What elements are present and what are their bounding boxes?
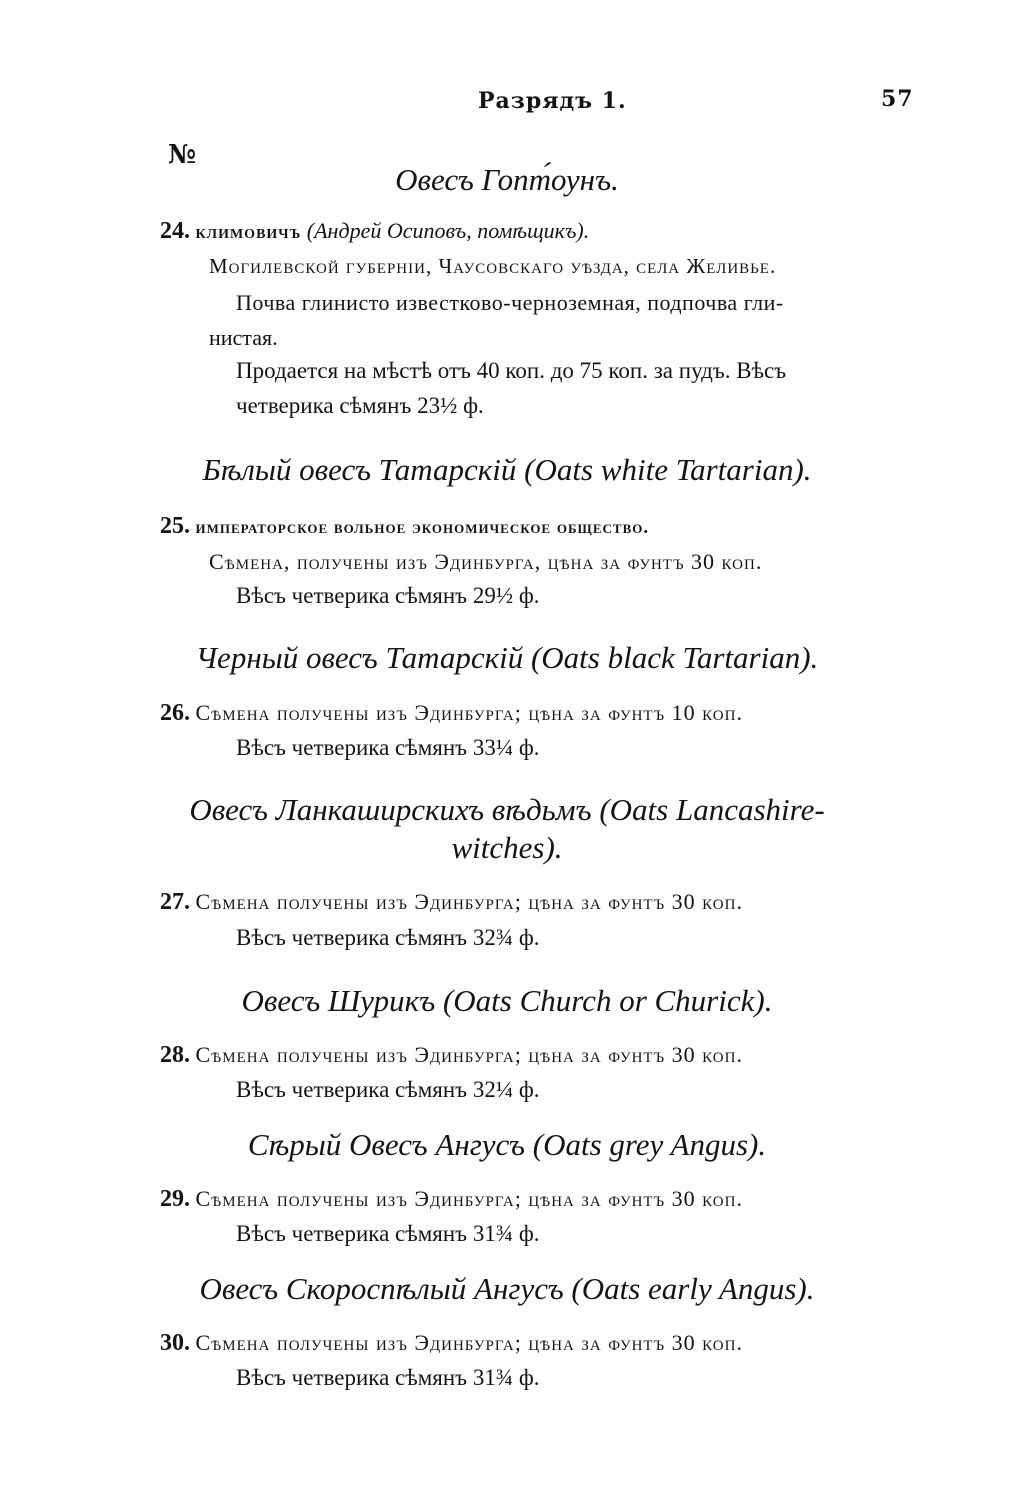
entry-line xyxy=(160,889,743,916)
section-title: Овесъ Ланкаширскихъ вѣдьмъ (Oats Lancashire- xyxy=(189,792,825,827)
entry-line: Могилевской губерніи, Чаусовскаго уѣзда, села Желивье. xyxy=(209,254,777,278)
entry-number: 24. xyxy=(160,218,190,244)
exhibitor-note: (Андрей Осиповъ, помѣщикъ). xyxy=(306,218,590,243)
section-title: Овесъ Шурикъ (Oats Church or Churick). xyxy=(241,983,773,1018)
section-title: Бѣлый овесъ Татарскій (Oats white Tartarian). xyxy=(202,452,812,487)
entry-line xyxy=(160,1042,743,1069)
entry-number: 26. xyxy=(160,700,190,726)
entry-line: Вѣсъ четверика сѣмянъ 32¾ ф. xyxy=(236,925,540,950)
entry-text: Сѣмена получены изъ Эдинбурга; цѣна за фунтъ 30 коп. xyxy=(195,1186,743,1211)
entry-text: Сѣмена получены изъ Эдинбурга; цѣна за фунтъ 10 коп. xyxy=(195,700,743,725)
entry-line xyxy=(160,1330,743,1357)
section-title-continued: witches). xyxy=(451,830,563,865)
section-title: Овесъ Скороспѣлый Ангусъ (Oats early Angus). xyxy=(199,1271,815,1306)
running-head: Разрядъ 1. xyxy=(478,88,627,114)
entry-line xyxy=(160,513,649,540)
entry-line: Почва глинисто известково-черноземная, подпочва гли- xyxy=(236,290,784,315)
exhibitor-name: императорское вольное экономическое общество. xyxy=(195,517,650,538)
entry-number: 29. xyxy=(160,1186,190,1212)
section-title: Сѣрый Овесъ Ангусъ (Oats grey Angus). xyxy=(247,1127,767,1162)
section-title: Овесъ Гопт́оунъ. xyxy=(395,162,619,197)
entry-number: 25. xyxy=(160,513,190,539)
entry-number: 28. xyxy=(160,1042,190,1068)
entry-text: Сѣмена получены изъ Эдинбурга; цѣна за фунтъ 30 коп. xyxy=(195,1042,743,1067)
entry-line: Продается на мѣстѣ отъ 40 коп. до 75 коп. за пудъ. Вѣсъ xyxy=(236,358,787,383)
entry-line: четверика сѣмянъ 23½ ф. xyxy=(236,393,484,418)
section-title: Черный овесъ Татарскій (Oats black Tartarian). xyxy=(195,640,819,675)
page-number: 57 xyxy=(881,86,914,112)
entry-text: Сѣмена получены изъ Эдинбурга; цѣна за фунтъ 30 коп. xyxy=(195,889,743,914)
entry-line xyxy=(160,218,589,245)
entry-line: нистая. xyxy=(209,325,278,350)
column-number-mark: № xyxy=(168,140,197,170)
entry-number: 30. xyxy=(160,1330,190,1356)
entry-line xyxy=(160,700,743,727)
entry-number: 27. xyxy=(160,889,190,915)
entry-line: Сѣмена, получены изъ Эдинбурга, цѣна за фунтъ 30 коп. xyxy=(209,549,763,574)
entry-line: Вѣсъ четверика сѣмянъ 31¾ ф. xyxy=(236,1365,540,1390)
entry-text: Сѣмена получены изъ Эдинбурга; цѣна за фунтъ 30 коп. xyxy=(195,1330,743,1355)
entry-line: Вѣсъ четверика сѣмянъ 33¼ ф. xyxy=(236,735,540,760)
entry-line: Вѣсъ четверика сѣмянъ 31¾ ф. xyxy=(236,1221,540,1246)
exhibitor-name: климовичъ xyxy=(195,221,302,243)
entry-line: Вѣсъ четверика сѣмянъ 29½ ф. xyxy=(236,583,540,608)
entry-line: Вѣсъ четверика сѣмянъ 32¼ ф. xyxy=(236,1077,540,1102)
entry-line xyxy=(160,1186,743,1213)
